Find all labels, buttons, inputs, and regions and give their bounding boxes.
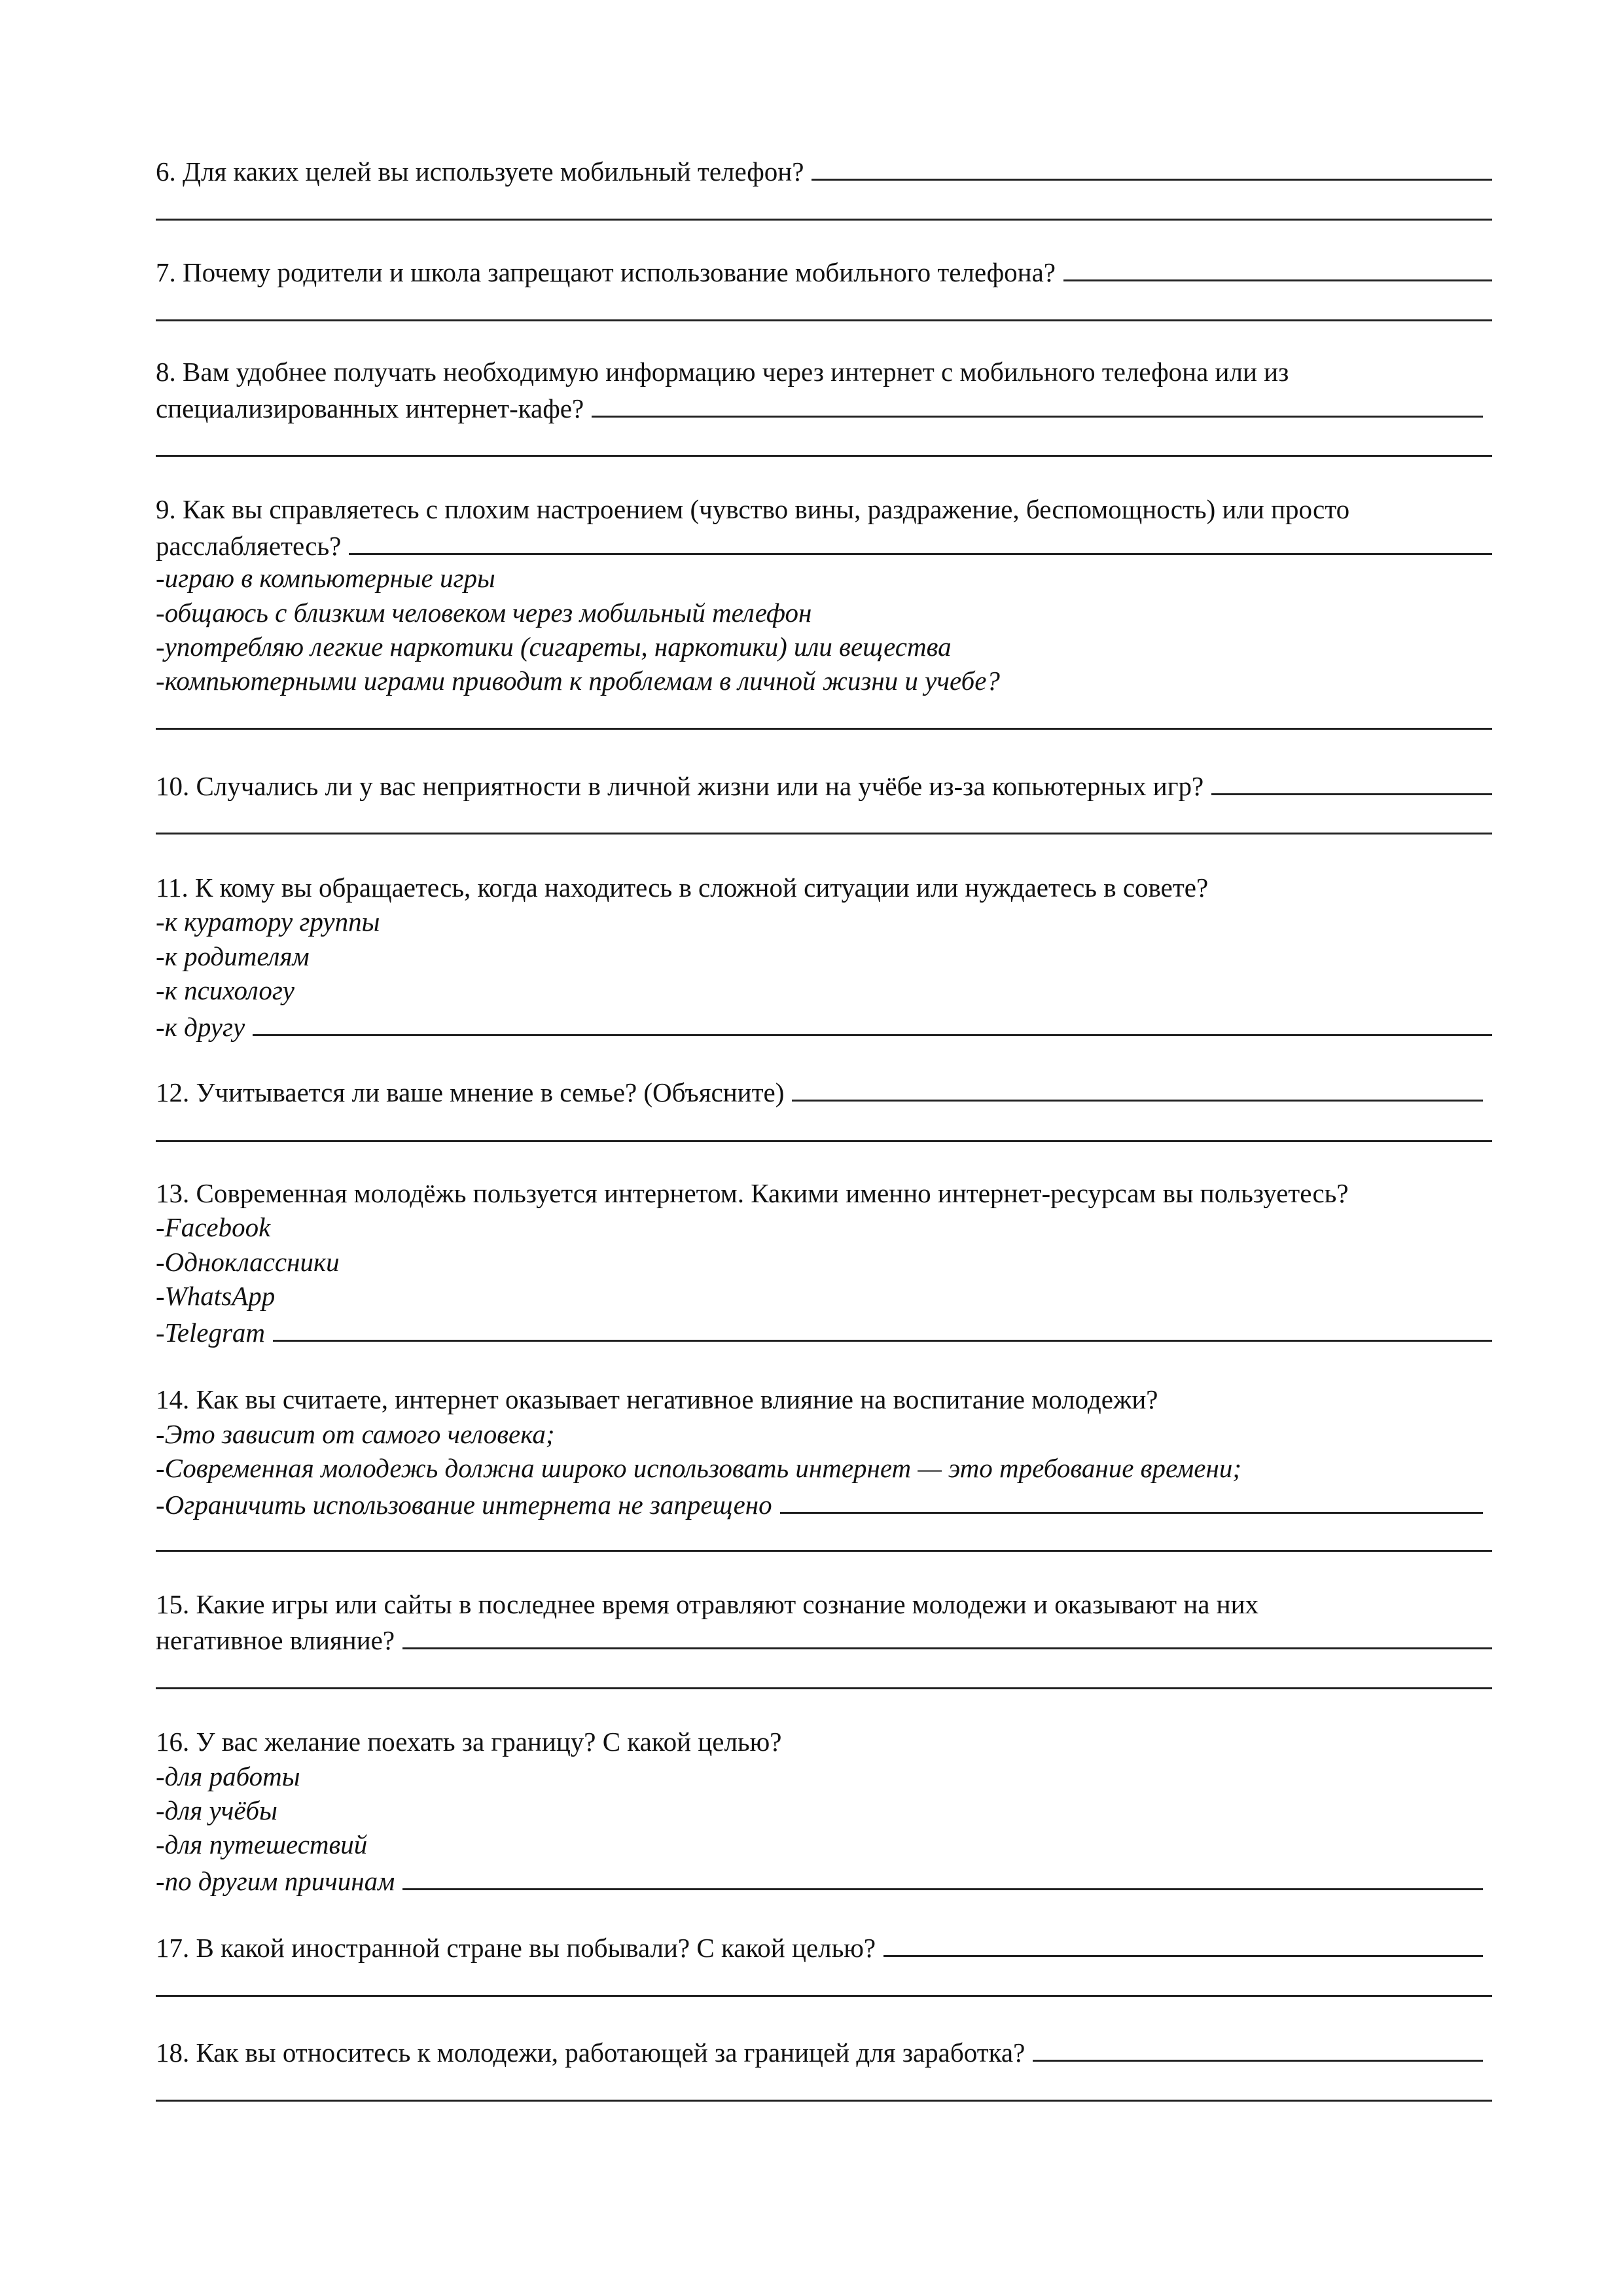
question-17 — [156, 1929, 1492, 1964]
question-14 — [156, 1382, 1492, 1417]
question-8-line-2 — [156, 389, 1492, 424]
question-11-option-4[interactable]: -к другу — [156, 1008, 1492, 1043]
question-9-option-1[interactable]: -играю в компьютерные игры — [156, 563, 495, 593]
answer-line[interactable] — [402, 1621, 1492, 1649]
question-18 — [156, 2034, 1492, 2068]
answer-line[interactable] — [156, 219, 1492, 221]
question-11 — [156, 870, 1492, 905]
question-15-text: 15. Какие игры или сайты в последнее время отравляют сознание молодежи и оказывают на них — [156, 1589, 1259, 1619]
question-8-text-cont: специализированных интернет-кафе? — [156, 393, 584, 423]
question-13-option-4[interactable]: -Telegram — [156, 1314, 1492, 1348]
question-9-line-1 — [156, 492, 1492, 527]
question-15-line-2 — [156, 1621, 1492, 1656]
question-12 — [156, 1073, 1492, 1108]
answer-line[interactable] — [253, 1008, 1492, 1036]
question-9-option-3[interactable]: -употребляю легкие наркотики (сигареты, наркотики) или вещества — [156, 632, 952, 662]
question-13 — [156, 1176, 1492, 1211]
answer-line[interactable] — [156, 2100, 1492, 2102]
question-10-text: 10. Случались ли у вас неприятности в личной жизни или на учёбе из-за копьютерных игр? — [156, 771, 1204, 801]
question-6 — [156, 152, 1492, 187]
question-16-option-3[interactable]: -для путешествий — [156, 1829, 368, 1859]
question-14-option-2[interactable]: -Современная молодежь должна широко использовать интернет — это требование времени; — [156, 1453, 1241, 1483]
answer-line[interactable] — [592, 389, 1483, 418]
question-9-option-4[interactable]: -компьютерными играми приводит к проблемам в личной жизни и учебе? — [156, 666, 1000, 696]
answer-line[interactable] — [156, 833, 1492, 834]
answer-line[interactable] — [792, 1073, 1483, 1102]
question-13-option-2[interactable]: -Одноклассники — [156, 1247, 340, 1277]
question-17-text: 17. В какой иностранной стране вы побывали? С какой целью? — [156, 1933, 876, 1963]
question-18-text: 18. Как вы относитесь к молодежи, работающей за границей для заработка? — [156, 2037, 1026, 2068]
answer-line[interactable] — [156, 1687, 1492, 1689]
question-10 — [156, 767, 1492, 802]
question-8-text: 8. Вам удобнее получать необходимую информацию через интернет с мобильного телефона или из — [156, 357, 1289, 387]
question-15-text-cont: негативное влияние? — [156, 1625, 395, 1655]
question-16-option-2[interactable]: -для учёбы — [156, 1795, 277, 1825]
question-11-option-1[interactable]: -к куратору группы — [156, 906, 380, 937]
question-13-text: 13. Современная молодёжь пользуется интернетом. Какими именно интернет-ресурсам вы пользуетесь? — [156, 1178, 1349, 1208]
question-11-option-2[interactable]: -к родителям — [156, 941, 310, 971]
question-14-text: 14. Как вы считаете, интернет оказывает негативное влияние на воспитание молодежи? — [156, 1384, 1158, 1414]
answer-line[interactable] — [883, 1929, 1483, 1957]
question-9-text: 9. Как вы справляетесь с плохим настроением (чувство вины, раздражение, беспомощность) или просто — [156, 494, 1350, 524]
question-14-option-1[interactable]: -Это зависит от самого человека; — [156, 1419, 555, 1449]
answer-line[interactable] — [1033, 2034, 1483, 2062]
question-15-line-1 — [156, 1587, 1492, 1622]
answer-line[interactable] — [1211, 767, 1492, 795]
answer-line[interactable] — [1063, 253, 1492, 281]
question-16-option-4[interactable]: -по другим причинам — [156, 1862, 1492, 1897]
question-7-text: 7. Почему родители и школа запрещают использование мобильного телефона? — [156, 257, 1056, 287]
question-9-option-2[interactable]: -общаюсь с близким человеком через мобильный телефон — [156, 598, 812, 628]
answer-line[interactable] — [812, 152, 1492, 181]
answer-line[interactable] — [402, 1862, 1483, 1890]
question-7 — [156, 253, 1492, 288]
answer-line[interactable] — [156, 1550, 1492, 1552]
answer-line[interactable] — [780, 1486, 1483, 1514]
answer-line[interactable] — [156, 455, 1492, 457]
answer-line[interactable] — [156, 1140, 1492, 1142]
question-11-text: 11. К кому вы обращаетесь, когда находитесь в сложной ситуации или нуждаетесь в совете? — [156, 872, 1209, 903]
question-13-option-3[interactable]: -WhatsApp — [156, 1281, 276, 1311]
question-16 — [156, 1725, 1492, 1759]
answer-line[interactable] — [349, 527, 1492, 555]
question-9-line-2 — [156, 527, 1492, 562]
question-13-option-1[interactable]: -Facebook — [156, 1212, 271, 1242]
question-16-text: 16. У вас желание поехать за границу? С какой целью? — [156, 1727, 782, 1757]
answer-line[interactable] — [273, 1314, 1492, 1342]
question-11-option-3[interactable]: -к психологу — [156, 975, 295, 1005]
question-8-line-1 — [156, 355, 1492, 389]
question-12-text: 12. Учитывается ли ваше мнение в семье? (Объясните) — [156, 1077, 785, 1107]
answer-line[interactable] — [156, 728, 1492, 730]
question-6-text: 6. Для каких целей вы используете мобильный телефон? — [156, 156, 804, 187]
answer-line[interactable] — [156, 319, 1492, 321]
answer-line[interactable] — [156, 1995, 1492, 1997]
question-9-text-cont: расслабляетесь? — [156, 531, 342, 561]
question-14-option-3[interactable]: -Ограничить использование интернета не запрещено — [156, 1486, 1492, 1520]
question-16-option-1[interactable]: -для работы — [156, 1761, 300, 1791]
